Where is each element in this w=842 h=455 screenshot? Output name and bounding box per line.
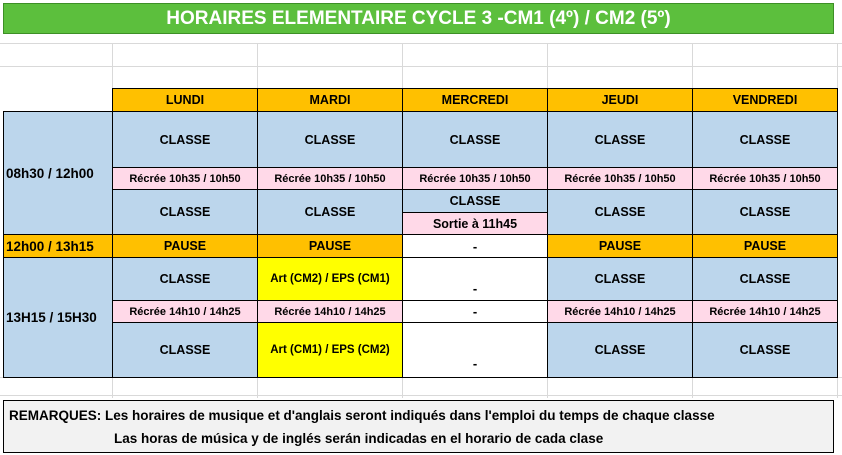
- time-slot-afternoon: 13H15 / 15H30: [3, 257, 113, 378]
- cell-classe: CLASSE: [112, 189, 258, 235]
- cell-art-eps: Art (CM2) / EPS (CM1): [257, 257, 403, 301]
- gridline: [0, 395, 842, 396]
- time-slot-lunch: 12h00 / 13h15: [3, 234, 113, 258]
- page-title: HORAIRES ELEMENTAIRE CYCLE 3 -CM1 (4º) / CM2 (5º): [3, 3, 834, 34]
- cell-classe: CLASSE: [692, 189, 838, 235]
- cell-recre-morning: Récrée 10h35 / 10h50: [692, 167, 838, 190]
- cell-classe: CLASSE: [547, 257, 693, 301]
- cell-classe: CLASSE: [257, 189, 403, 235]
- cell-recre-morning: Récrée 10h35 / 10h50: [402, 167, 548, 190]
- cell-recre-afternoon: Récrée 14h10 / 14h25: [112, 300, 258, 323]
- cell-classe: CLASSE: [547, 322, 693, 378]
- day-header-lundi: LUNDI: [112, 88, 258, 112]
- cell-recre-morning: Récrée 10h35 / 10h50: [547, 167, 693, 190]
- cell-sortie: Sortie à 11h45: [402, 212, 548, 235]
- remarks-box: [3, 400, 834, 453]
- remarks-line-fr: REMARQUES: Les horaires de musique et d'anglais seront indiqués dans l'emploi du temps de chaque classe: [9, 408, 715, 423]
- cell-recre-afternoon: Récrée 14h10 / 14h25: [547, 300, 693, 323]
- gridline: [0, 66, 842, 67]
- day-header-mardi: MARDI: [257, 88, 403, 112]
- cell-classe: CLASSE: [692, 257, 838, 301]
- gridline: [0, 43, 842, 44]
- cell-pause: PAUSE: [257, 234, 403, 258]
- cell-empty: -: [402, 322, 548, 378]
- cell-classe: CLASSE: [257, 111, 403, 168]
- cell-recre-afternoon: Récrée 14h10 / 14h25: [692, 300, 838, 323]
- cell-recre-afternoon: Récrée 14h10 / 14h25: [257, 300, 403, 323]
- cell-pause: PAUSE: [692, 234, 838, 258]
- day-header-mercredi: MERCREDI: [402, 88, 548, 112]
- cell-recre-morning: Récrée 10h35 / 10h50: [257, 167, 403, 190]
- cell-classe: CLASSE: [112, 322, 258, 378]
- cell-pause: PAUSE: [547, 234, 693, 258]
- day-header-vendredi: VENDREDI: [692, 88, 838, 112]
- cell-classe: CLASSE: [402, 111, 548, 168]
- time-slot-morning: 08h30 / 12h00: [3, 111, 113, 235]
- cell-empty: -: [402, 234, 548, 258]
- cell-art-eps: Art (CM1) / EPS (CM2): [257, 322, 403, 378]
- cell-classe: CLASSE: [112, 111, 258, 168]
- cell-empty: -: [402, 300, 548, 323]
- cell-classe: CLASSE: [547, 189, 693, 235]
- cell-classe: CLASSE: [547, 111, 693, 168]
- day-header-jeudi: JEUDI: [547, 88, 693, 112]
- remarks-line-es: Las horas de música y de inglés serán indicadas en el horario de cada clase: [114, 431, 604, 446]
- cell-empty: -: [402, 257, 548, 301]
- cell-pause: PAUSE: [112, 234, 258, 258]
- cell-recre-morning: Récrée 10h35 / 10h50: [112, 167, 258, 190]
- cell-classe: CLASSE: [402, 189, 548, 213]
- cell-classe: CLASSE: [112, 257, 258, 301]
- cell-classe: CLASSE: [692, 111, 838, 168]
- cell-classe: CLASSE: [692, 322, 838, 378]
